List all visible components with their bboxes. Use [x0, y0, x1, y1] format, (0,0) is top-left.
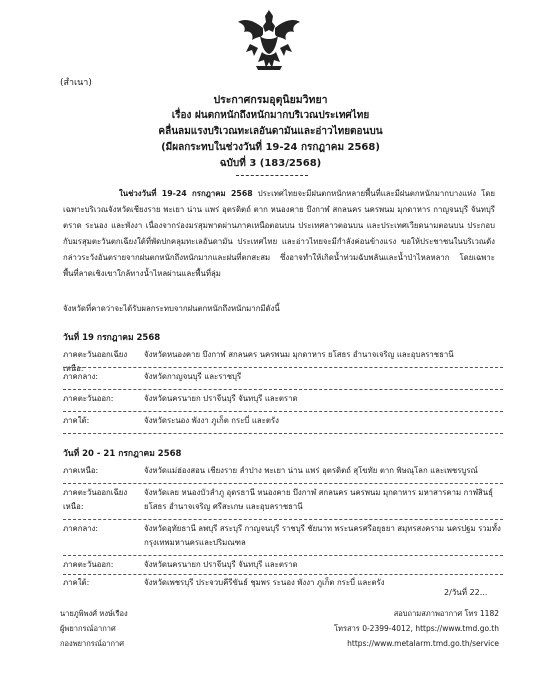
subject-line-2: คลื่นลมแรงบริเวณทะเลอันดามันและอ่าวไทยตอนบน: [158, 126, 383, 137]
continued-marker: 2/วันที่ 22...: [444, 588, 488, 597]
contact-hotline: สอบถามสภาพอากาศ โทร 1182: [393, 609, 499, 618]
day-heading: วันที่ 20 - 21 กรกฎาคม 2568: [63, 449, 182, 459]
row-divider: [63, 483, 503, 484]
region-label: ภาคใต้:: [63, 578, 90, 587]
province-list: จังหวัดนครนายก ปราจีนบุรี จันทบุรี และตราด: [144, 394, 298, 403]
region-label: ภาคตะวันออก:: [63, 560, 114, 569]
forecast-row: [63, 486, 503, 522]
contact-block: [334, 606, 499, 651]
province-list: จังหวัดอุทัยธานี ลพบุรี สระบุรี กาญจนบุรี ราชบุรี ชัยนาท พระนครศรีอยุธยา สมุทรสงคราม นครปฐม รวมทั้งกรุงเทพมหานครและปริมณฑล: [144, 524, 501, 547]
region-label: ภาคตะวันออกเฉียงเหนือ:: [63, 350, 128, 373]
region-label: ภาคกลาง:: [63, 372, 99, 381]
province-list: จังหวัดหนองคาย บึงกาฬ สกลนคร นครพนม มุกดาหาร ยโสธร อำนาจเจริญ และอุบลราชธานี: [144, 350, 454, 359]
row-divider: [63, 411, 503, 412]
day-heading: วันที่ 19 กรกฎาคม 2568: [63, 333, 161, 343]
intro-line: จังหวัดที่คาดว่าจะได้รับผลกระทบจากฝนตกหนักถึงหนักมากมีดังนี้: [63, 304, 280, 313]
subject-line: เรื่อง ฝนตกหนักถึงหนักมากบริเวณประเทศไทย: [171, 110, 370, 121]
region-label: ภาคเหนือ:: [63, 466, 99, 475]
copy-mark: (สำเนา): [60, 78, 92, 88]
agency-title: ประกาศกรมอุตุนิยมวิทยา: [213, 94, 328, 106]
province-list: จังหวัดนครนายก ปราจีนบุรี จันทบุรี และตราด: [144, 560, 298, 569]
forecast-row: [63, 576, 503, 594]
region-label: ภาคใต้:: [63, 416, 90, 425]
effect-period: (มีผลกระทบในช่วงวันที่ 19-24 กรกฎาคม 2568): [161, 142, 380, 153]
forecast-row: [63, 558, 503, 576]
signatory-role: ผู้พยากรณ์อากาศ: [60, 624, 116, 633]
region-label: ภาคกลาง:: [63, 524, 99, 533]
province-list: จังหวัดระนอง พังงา ภูเก็ต กระบี่ และตรัง: [144, 416, 279, 425]
province-list: จังหวัดแม่ฮ่องสอน เชียงราย ลำปาง พะเยา น่าน แพร่ อุตรดิตถ์ สุโขทัย ตาก พิษณุโลก และเพชรบูรณ์: [144, 466, 478, 475]
signatory-division: กองพยากรณ์อากาศ: [60, 639, 125, 648]
signatory-name: นายภูพิพงศ์ หงษ์เรือง: [60, 609, 128, 618]
contact-fax-web[interactable]: โทรสาร 0-2399-4012, https://www.tmd.go.th: [334, 624, 499, 633]
forecast-row: [63, 464, 503, 486]
forecast-row: [63, 392, 503, 414]
forecast-row: [63, 522, 503, 558]
body-paragraph: [63, 186, 495, 282]
forecast-row: [63, 348, 503, 373]
body-lead: ในช่วงวันที่ 19-24 กรกฎาคม 2568: [119, 189, 253, 198]
contact-service-link[interactable]: https://www.metalarm.tmd.go.th/service: [347, 639, 499, 648]
province-list: จังหวัดเลย หนองบัวลำภู อุดรธานี หนองคาย บึงกาฬ สกลนคร นครพนม มุกดาหาร มหาสารคาม กาฬสินธุ์ ยโสธร อำนาจเจริญ ศรีสะเกษ และอุบลราชธานี: [144, 488, 493, 511]
forecast-row: [63, 370, 503, 392]
province-list: จังหวัดกาญจนบุรี และราชบุรี: [144, 372, 242, 381]
forecast-row: [63, 414, 503, 436]
row-divider: [63, 574, 503, 575]
body-text: ประเทศไทยจะมีฝนตกหนักหลายพื้นที่และมีฝนตกหนักมากบางแห่ง โดยเฉพาะบริเวณจังหวัดเชียงราย พะเยา น่าน แพร่ อุตรดิตถ์ ตาก หนองคาย บึงกาฬ สกลนคร นครพนม มุกดาหาร กาญจนบุรี จันทบุรี ตราด ระนอง และพังงา เนื่องจากร่องมรสุมพาดผ่านภาคเหนือตอนบน ประเทศลาวตอนบน และประเทศเวียดนามตอนบน ประกอบกับมรสุมตะวันตกเฉียงใต้ที่พัดปกคลุมทะเลอันดามัน ประเทศไทย และอ่าวไทยจะมีกำลังค่อนข้างแรง ขอให้ประชาชนในบริเวณดังกล่าวระวังอันตรายจากฝนตกหนักถึงหนักมากและฝนที่ตกสะสม ซึ่งอาจทำให้เกิดน้ำท่วมฉับพลันและน้ำป่าไหลหลาก โดยเฉพาะพื้นที่ลาดเชิงเขาใกล้ทางน้ำไหลผ่านและพื้นที่ลุ่ม: [63, 189, 495, 278]
title-divider: [236, 175, 308, 176]
garuda-emblem-icon: [236, 8, 302, 76]
signatory-block: [60, 606, 128, 651]
row-divider: [63, 367, 503, 368]
province-list: จังหวัดเพชรบุรี ประจวบคีรีขันธ์ ชุมพร ระนอง พังงา ภูเก็ต กระบี่ และตรัง: [144, 578, 385, 587]
region-label: ภาคตะวันออก:: [63, 394, 114, 403]
row-divider: [63, 519, 503, 520]
row-divider: [63, 433, 503, 434]
issue-number: ฉบับที่ 3 (183/2568): [219, 158, 322, 169]
row-divider: [63, 555, 503, 556]
region-label: ภาคตะวันออกเฉียงเหนือ:: [63, 488, 128, 511]
row-divider: [63, 389, 503, 390]
